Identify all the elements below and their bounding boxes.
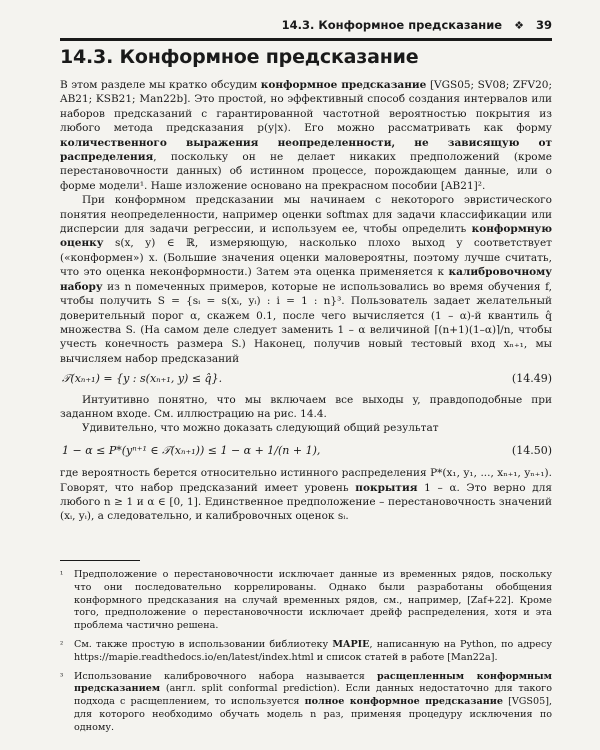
equation-14-49-number: (14.49) <box>511 372 552 386</box>
footnote-2 <box>60 639 552 665</box>
diamond-icon: ❖ <box>514 18 524 32</box>
footnote-1-mark: ¹ <box>60 570 64 579</box>
page-number: 39 <box>535 18 552 32</box>
fn3-term-1: расщепленным конформным предсказанием <box>74 670 553 695</box>
paragraph-1 <box>60 78 552 193</box>
fn3-text-a: Использование калибровочного набора называется <box>74 670 377 682</box>
paragraph-2 <box>60 193 552 366</box>
p2-text-d: из n помеченных примеров, которые не использовались во время обучения f, чтобы получить S = {sᵢ = s(xᵢ, yᵢ) : i = 1 : n}³. Пользователь задает желательный доверительный порог α, скажем 0.1, после чего вычисляется (1 – α)-й квантиль q̂ множества S. (На самом деле следует заменить 1 – α величиной ⌈(n+1)(1–α)⌉/n, чтобы учесть конечность размера S.) Наконец, получив новый тестовый вход xₙ₊₁, мы вычисляем набор предсказаний <box>60 280 552 365</box>
fn2-term-1: MAPIE <box>332 638 370 650</box>
paragraph-5 <box>60 466 552 524</box>
footnote-3-mark: ³ <box>60 671 64 681</box>
paragraph-3: Интуитивно понятно, что мы включаем все выходы y, правдоподобные при заданном входе. См. иллюстрацию на рис. 14.4. <box>60 393 552 420</box>
p1-term-1: конформное предсказание <box>260 79 427 91</box>
p1-text-a: В этом разделе мы кратко обсудим <box>60 79 261 91</box>
p2-term-2: калибровочному набору <box>60 266 552 293</box>
p5-term-1: покрытия <box>355 481 418 494</box>
footnote-1-text: Предположение о перестановочности исключает данные из временных рядов, поскольку что они последовательно коррелированы. Однако были разработаны обобщения конформного предсказания на случай временных рядов, см., например, [Zaf+22]. Кроме того, предположение о перестановочности исключает дрейф распределения, хотя и эта проблема частично решена. <box>74 569 552 632</box>
p1-term-2: количественного выражения неопределенности, не зависящую от распределения <box>60 136 552 164</box>
fn3-text-c: (англ. split conformal prediction). Если данных недостаточно для такого подхода с расщеплением, то используется <box>74 683 552 708</box>
footnotes <box>60 560 552 741</box>
footnote-3-text <box>74 671 552 735</box>
p2-term-1: конформную оценку <box>60 223 552 250</box>
running-title: 14.3. Конформное предсказание <box>281 18 503 32</box>
p5-text-a: где вероятность берется относительно истинного распределения P*(x₁, y₁, ..., xₙ₊₁, yₙ₊₁). Говорят, что набор предсказаний имеет уровень <box>60 467 552 494</box>
p1-text-c: [VGS05; SV08; ZFV20; AB21; KSB21; Man22b]. Это простой, но эффективный способ создания интервалов или наборов предсказаний с гарантированной частотной вероятностью покрытия из любого метода предсказания p(y|x). Его можно рассматривать как форму <box>60 79 552 135</box>
equation-14-50-expr: 1 − α ≤ P*(yⁿ⁺¹ ∈ 𝒯(xₙ₊₁)) ≤ 1 − α + 1/(n + 1), <box>62 443 321 457</box>
footnote-2-mark: ² <box>60 639 64 649</box>
footnote-rule <box>60 560 140 561</box>
footnote-2-text <box>74 639 552 665</box>
equation-14-50 <box>60 444 552 458</box>
header-rule <box>60 38 552 41</box>
main-text <box>60 78 552 524</box>
footnote-1 <box>60 569 552 633</box>
running-header <box>0 14 600 36</box>
equation-14-49-expr: 𝒯(xₙ₊₁) = {y : s(xₙ₊₁, y) ≤ q̂}. <box>62 372 223 386</box>
paragraph-4: Удивительно, что можно доказать следующий общий результат <box>82 422 439 435</box>
p2-text-c: s(x, y) ∈ ℝ, измеряющую, насколько плохо выход y соответствует («конформен») x. (Большие значения оценки маловероятны, поэтому лучше считать, что это оценка неконформности.) Затем эта оценка применяется к <box>60 237 552 279</box>
equation-14-50-number: (14.50) <box>511 443 552 457</box>
equation-14-49 <box>60 372 552 386</box>
fn2-text-a: См. также простую в использовании библиотеку <box>74 638 333 650</box>
p5-text-c: 1 – α. Это верно для любого n ≥ 1 и α ∈ [0, 1]. Единственное предположение – перестановочность значений (xᵢ, yᵢ), а следовательно, и калибровочных оценок sᵢ. <box>60 481 552 523</box>
fn3-term-2: полное конформное предсказание <box>304 696 503 708</box>
p2-text-a: При конформном предсказании мы начинаем с некоторого эвристического понятия неопределенности, например оценки softmax для задачи классификации или дисперсии для задачи регрессии, и используем ее, чтобы определить <box>60 194 552 236</box>
fn3-text-d: [VGS05], для которого необходимо обучать модель n раз, применяя процедуру исключения по одному. <box>74 696 552 733</box>
fn2-text-c: , написанную на Python, по адресу https://mapie.readthedocs.io/en/latest/index.html и список статей в работе [Man22a]. <box>74 638 552 663</box>
p1-text-d: , поскольку он не делает никаких предположений (кроме перестановочности данных) об истинном процессе, порождающем данные, или о форме модели¹. Наше изложение основано на прекрасном пособии [AB21]². <box>60 151 552 192</box>
footnote-3 <box>60 671 552 735</box>
section-title: 14.3. Конформное предсказание <box>60 46 419 68</box>
